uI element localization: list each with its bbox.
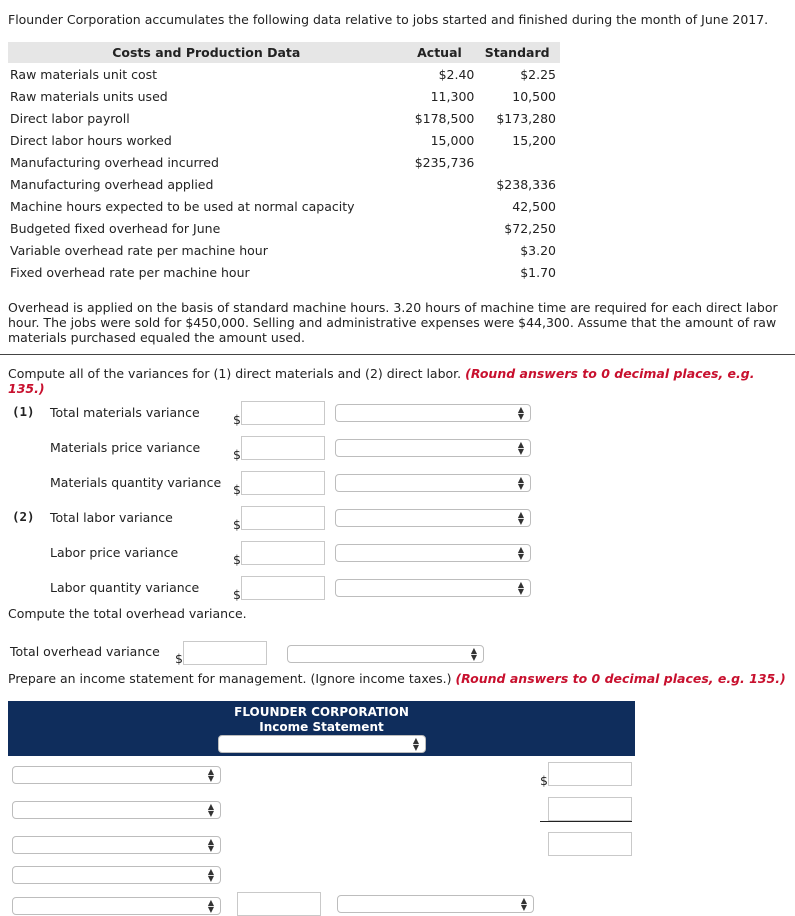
materials-price-variance-label: Materials price variance [50,440,201,455]
question-variances [8,366,795,396]
cost-label: Direct labor payroll [10,110,130,126]
dollar-sign: $ [233,412,241,427]
total-overhead-label: Total overhead variance [10,644,160,659]
total-labor-variance-input[interactable] [241,506,325,530]
header-costs: Costs and Production Data [8,42,405,63]
statement-amount-input-3[interactable] [548,832,632,856]
updown-arrow-icon: ▲ ▼ [207,867,214,883]
divider [0,354,795,355]
total-labor-variance-label: Total labor variance [50,510,173,525]
dollar-sign: $ [175,651,183,666]
materials-quantity-variance-select[interactable] [335,474,531,492]
subtotal-underline [540,821,632,822]
dollar-sign: $ [233,517,241,532]
total-overhead-input[interactable] [183,641,267,665]
table-row [8,173,560,195]
dollar-sign: $ [233,587,241,602]
actual-value: $178,500 [414,110,475,126]
updown-arrow-icon: ▲ ▼ [207,837,214,853]
standard-value: 42,500 [512,198,556,214]
statement-line-select-4[interactable] [12,866,221,884]
cost-label: Variable overhead rate per machine hour [10,242,268,258]
cost-label: Fixed overhead rate per machine hour [10,264,250,280]
question-overhead: Compute the total overhead variance. [8,606,247,621]
part-1-number: (1) [12,404,35,419]
standard-value: $1.70 [520,264,556,280]
updown-arrow-icon: ▲ ▼ [412,736,419,752]
statement-amount-input-1[interactable] [548,762,632,786]
table-row [8,107,560,129]
dollar-sign: $ [233,482,241,497]
statement-line-select-5[interactable] [12,897,221,915]
updown-arrow-icon: ▲ ▼ [517,440,524,456]
costs-table [8,42,560,283]
company-name: FLOUNDER CORPORATION [234,705,409,719]
total-overhead-select[interactable] [287,645,484,663]
statement-line-select-6[interactable] [337,895,534,913]
updown-arrow-icon: ▲ ▼ [520,896,527,912]
standard-value: $3.20 [520,242,556,258]
statement-amount-input-2[interactable] [548,797,632,821]
actual-value [405,173,475,195]
table-row [8,195,560,217]
labor-quantity-variance-label: Labor quantity variance [50,580,200,595]
statement-line-select-1[interactable] [12,766,221,784]
statement-dollar-sign: $ [540,773,548,788]
actual-value: 15,000 [430,132,475,148]
standard-value: $72,250 [504,220,556,236]
materials-price-variance-select[interactable] [335,439,531,457]
dollar-sign: $ [233,552,241,567]
updown-arrow-icon: ▲ ▼ [517,580,524,596]
actual-value [405,239,475,261]
labor-quantity-variance-input[interactable] [241,576,325,600]
standard-value [474,151,560,173]
statement-header [8,701,635,756]
table-row [8,151,560,173]
standard-value: $2.25 [520,66,556,82]
standard-value: $238,336 [496,176,556,192]
updown-arrow-icon: ▲ ▼ [517,545,524,561]
cost-label: Direct labor hours worked [10,132,172,148]
question-income [8,671,786,686]
header-actual: Actual [405,42,475,63]
total-materials-variance-select[interactable] [335,404,531,422]
table-row [8,239,560,261]
actual-value: $2.40 [438,66,475,82]
rounding-hint: (Round answers to 0 decimal places, e.g. 135.) [8,366,755,396]
total-materials-variance-input[interactable] [241,401,325,425]
question-income-text: Prepare an income statement for management. (Ignore income taxes.) [8,671,452,686]
labor-price-variance-input[interactable] [241,541,325,565]
actual-value [405,261,475,283]
table-row [8,85,560,107]
header-standard: Standard [474,42,560,63]
dollar-sign: $ [233,447,241,462]
rounding-hint-2: (Round answers to 0 decimal places, e.g. 135.) [455,671,786,686]
labor-price-variance-label: Labor price variance [50,545,179,560]
table-row [8,261,560,283]
updown-arrow-icon: ▲ ▼ [207,898,214,914]
actual-value [405,217,475,239]
updown-arrow-icon: ▲ ▼ [207,802,214,818]
labor-price-variance-select[interactable] [335,544,531,562]
costs-table-header [8,42,560,63]
updown-arrow-icon: ▲ ▼ [470,646,477,662]
cost-label: Raw materials units used [10,88,168,104]
statement-period-select[interactable] [218,735,426,753]
total-labor-variance-select[interactable] [335,509,531,527]
statement-line-select-3[interactable] [12,836,221,854]
cost-label: Raw materials unit cost [10,66,158,82]
standard-value: $173,280 [496,110,556,126]
overhead-paragraph: Overhead is applied on the basis of standard machine hours. 3.20 hours of machine time are required for each direct labor hour. The jobs were sold for $450,000. Selling and administrative expenses were $44,300. Assume that the amount of raw materials purchased equaled the amount used. [8,300,778,345]
statement-amount-input-4[interactable] [237,892,321,916]
question-text: Compute all of the variances for (1) direct materials and (2) direct labor. [8,366,462,381]
total-materials-variance-label: Total materials variance [50,405,200,420]
cost-label: Manufacturing overhead incurred [10,154,219,170]
intro-text: Flounder Corporation accumulates the following data relative to jobs started and finished during the month of June 2017. [8,12,769,27]
materials-price-variance-input[interactable] [241,436,325,460]
cost-label: Budgeted fixed overhead for June [10,220,221,236]
updown-arrow-icon: ▲ ▼ [207,767,214,783]
table-row [8,63,560,85]
updown-arrow-icon: ▲ ▼ [517,510,524,526]
actual-value [405,195,475,217]
updown-arrow-icon: ▲ ▼ [517,475,524,491]
materials-quantity-variance-input[interactable] [241,471,325,495]
actual-value: 11,300 [430,88,475,104]
table-row [8,217,560,239]
part-2-number: (2) [12,509,35,524]
cost-label: Machine hours expected to be used at normal capacity [10,198,355,214]
materials-quantity-variance-label: Materials quantity variance [50,475,222,490]
standard-value: 15,200 [512,132,556,148]
standard-value: 10,500 [512,88,556,104]
table-row [8,129,560,151]
actual-value: $235,736 [414,154,475,170]
statement-title: Income Statement [259,720,384,734]
updown-arrow-icon: ▲ ▼ [517,405,524,421]
statement-line-select-2[interactable] [12,801,221,819]
labor-quantity-variance-select[interactable] [335,579,531,597]
cost-label: Manufacturing overhead applied [10,176,214,192]
